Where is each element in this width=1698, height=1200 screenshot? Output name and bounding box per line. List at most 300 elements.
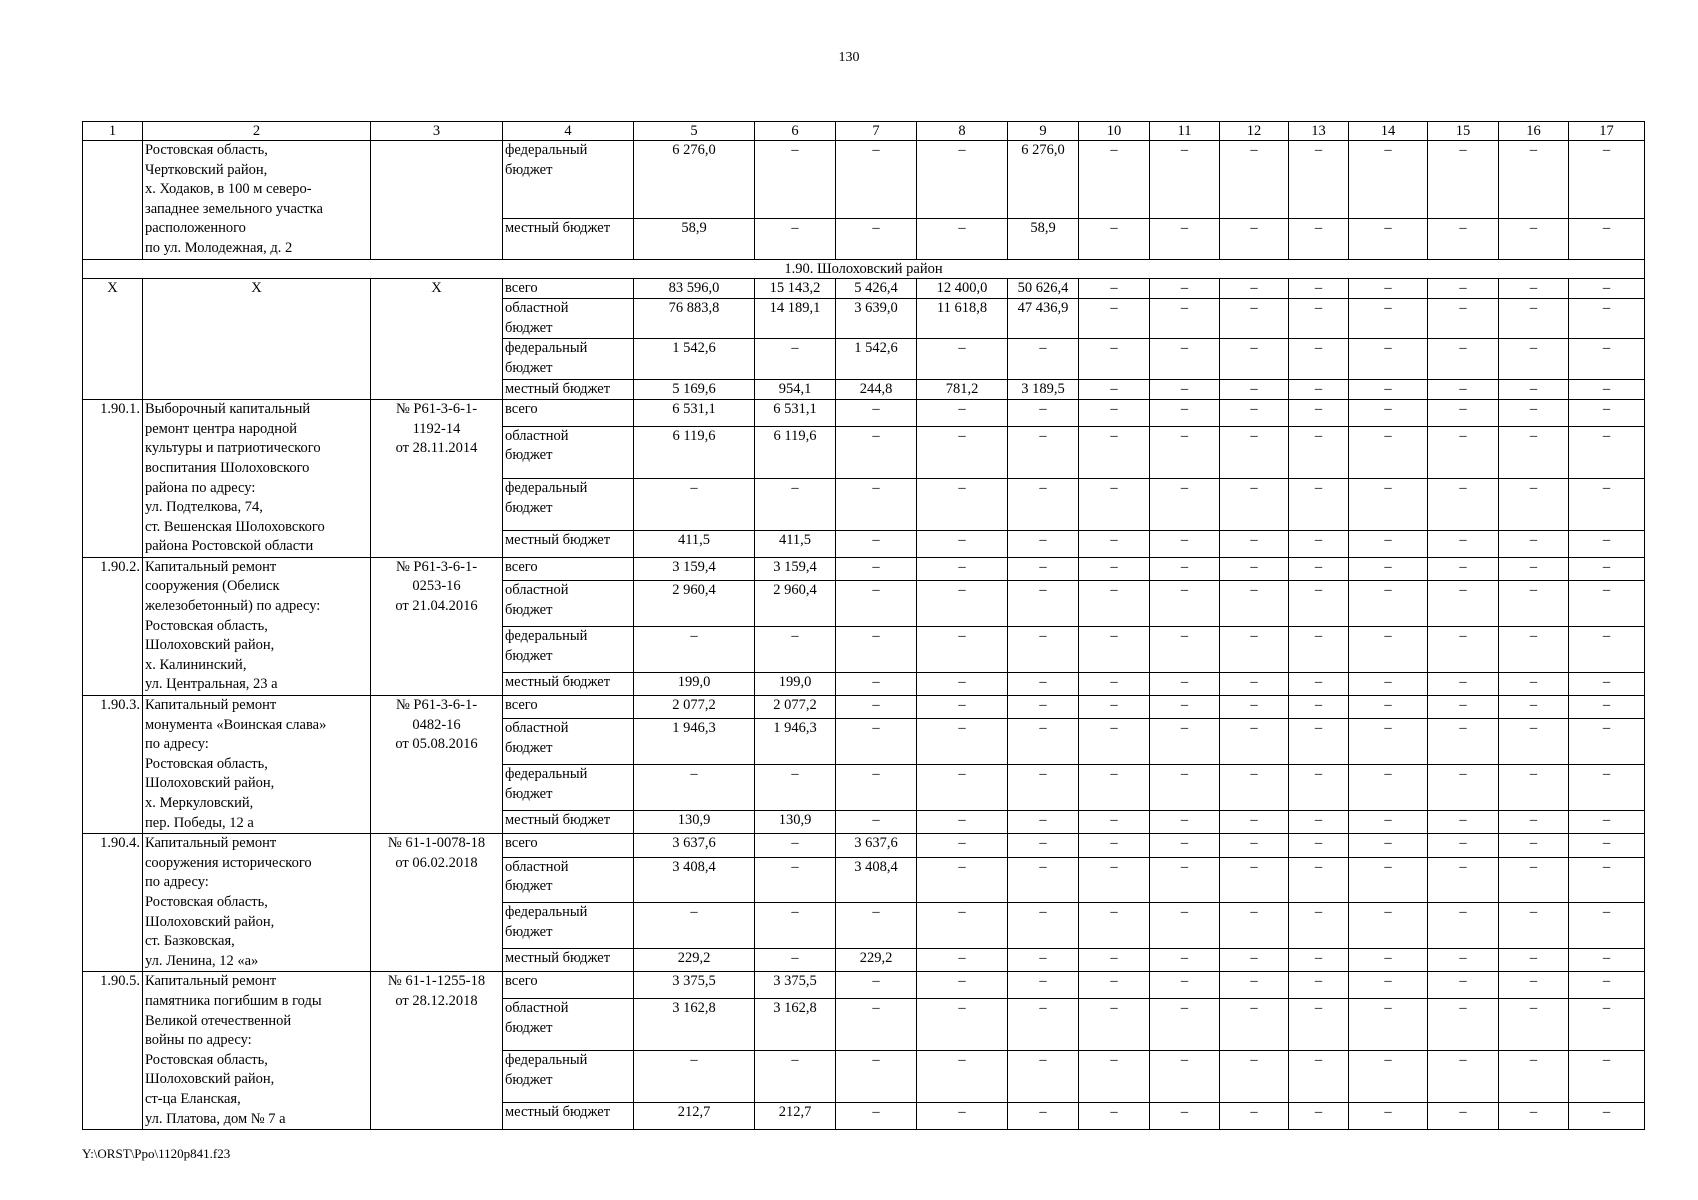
- column-number-cell: 14: [1349, 122, 1428, 141]
- empty-value-cell: –: [836, 903, 917, 949]
- empty-value-cell: –: [1008, 972, 1079, 999]
- funding-source-cell: всего: [503, 278, 634, 299]
- amount-cell: 130,9: [634, 810, 755, 833]
- empty-value-cell: –: [1569, 626, 1645, 672]
- amount-cell: 3 639,0: [836, 299, 917, 339]
- empty-value-cell: –: [1008, 719, 1079, 765]
- empty-value-cell: –: [755, 1051, 836, 1103]
- empty-value-cell: –: [1079, 626, 1150, 672]
- amount-cell: 6 119,6: [634, 426, 755, 478]
- empty-value-cell: –: [1428, 626, 1499, 672]
- funding-source-cell: местный бюджет: [503, 219, 634, 259]
- table-row: [83, 400, 1645, 427]
- empty-value-cell: –: [1079, 696, 1150, 719]
- empty-value-cell: –: [917, 1103, 1008, 1130]
- funding-source-cell: областной бюджет: [503, 299, 634, 339]
- empty-value-cell: –: [1289, 219, 1349, 259]
- empty-value-cell: –: [1349, 696, 1428, 719]
- amount-cell: 6 531,1: [755, 400, 836, 427]
- object-name-cell: Капитальный ремонт сооружения исторического по адресу: Ростовская область, Шолоховский район, ст. Базковская, ул. Ленина, 12 «а»: [143, 834, 371, 972]
- empty-value-cell: –: [836, 626, 917, 672]
- empty-value-cell: –: [1569, 141, 1645, 219]
- amount-cell: 3 159,4: [634, 557, 755, 580]
- empty-value-cell: –: [1220, 834, 1289, 857]
- empty-value-cell: –: [1289, 478, 1349, 530]
- amount-cell: 2 960,4: [634, 581, 755, 627]
- empty-value-cell: –: [1008, 834, 1079, 857]
- empty-value-cell: –: [1289, 339, 1349, 379]
- empty-value-cell: –: [1220, 999, 1289, 1051]
- empty-value-cell: –: [1079, 719, 1150, 765]
- empty-value-cell: –: [1499, 400, 1569, 427]
- amount-cell: 199,0: [755, 672, 836, 695]
- empty-value-cell: –: [1499, 426, 1569, 478]
- empty-value-cell: –: [1499, 278, 1569, 299]
- object-name-cell: Капитальный ремонт памятника погибшим в годы Великой отечественной войны по адресу: Ростовская область, Шолоховский район, ст-ца Еланская, ул. Платова, дом № 7 а: [143, 972, 371, 1130]
- amount-cell: 3 159,4: [755, 557, 836, 580]
- empty-value-cell: –: [1079, 999, 1150, 1051]
- empty-value-cell: –: [1008, 581, 1079, 627]
- funding-source-cell: всего: [503, 400, 634, 427]
- empty-value-cell: –: [634, 1051, 755, 1103]
- amount-cell: 76 883,8: [634, 299, 755, 339]
- column-number-cell: 13: [1289, 122, 1349, 141]
- amount-cell: 3 408,4: [634, 857, 755, 903]
- empty-value-cell: –: [1428, 531, 1499, 558]
- amount-cell: 3 637,6: [634, 834, 755, 857]
- amount-cell: 130,9: [755, 810, 836, 833]
- empty-value-cell: –: [836, 1051, 917, 1103]
- empty-value-cell: –: [1289, 581, 1349, 627]
- amount-cell: 12 400,0: [917, 278, 1008, 299]
- column-number-cell: 8: [917, 122, 1008, 141]
- empty-value-cell: –: [1499, 299, 1569, 339]
- funding-source-cell: федеральный бюджет: [503, 141, 634, 219]
- empty-value-cell: –: [1428, 557, 1499, 580]
- empty-value-cell: –: [1008, 557, 1079, 580]
- table-row: [83, 972, 1645, 999]
- empty-value-cell: –: [1428, 834, 1499, 857]
- empty-value-cell: –: [1499, 972, 1569, 999]
- empty-value-cell: –: [1499, 478, 1569, 530]
- empty-value-cell: –: [1220, 379, 1289, 400]
- empty-value-cell: –: [1499, 219, 1569, 259]
- funding-source-cell: областной бюджет: [503, 581, 634, 627]
- empty-value-cell: –: [1428, 903, 1499, 949]
- empty-value-cell: –: [1220, 903, 1289, 949]
- empty-value-cell: –: [1150, 810, 1220, 833]
- column-number-cell: 7: [836, 122, 917, 141]
- empty-value-cell: –: [1289, 857, 1349, 903]
- empty-value-cell: –: [1349, 948, 1428, 971]
- empty-value-cell: –: [1150, 141, 1220, 219]
- empty-value-cell: –: [1569, 299, 1645, 339]
- empty-value-cell: –: [836, 400, 917, 427]
- empty-value-cell: –: [1428, 719, 1499, 765]
- document-cell: № Р61-3-6-1- 1192-14 от 28.11.2014: [371, 400, 503, 558]
- amount-cell: 6 276,0: [1008, 141, 1079, 219]
- empty-value-cell: –: [1349, 765, 1428, 811]
- empty-value-cell: –: [1349, 719, 1428, 765]
- empty-value-cell: –: [1079, 581, 1150, 627]
- empty-value-cell: –: [1349, 1103, 1428, 1130]
- empty-value-cell: –: [1079, 379, 1150, 400]
- empty-value-cell: –: [1150, 557, 1220, 580]
- empty-value-cell: –: [1008, 765, 1079, 811]
- empty-value-cell: –: [1079, 834, 1150, 857]
- empty-value-cell: –: [1569, 1051, 1645, 1103]
- empty-value-cell: –: [1499, 581, 1569, 627]
- empty-value-cell: –: [1289, 834, 1349, 857]
- empty-value-cell: –: [1569, 531, 1645, 558]
- empty-value-cell: –: [1289, 557, 1349, 580]
- empty-value-cell: –: [634, 903, 755, 949]
- empty-value-cell: –: [1428, 972, 1499, 999]
- empty-value-cell: –: [1079, 531, 1150, 558]
- empty-value-cell: –: [1079, 339, 1150, 379]
- empty-value-cell: –: [836, 719, 917, 765]
- empty-value-cell: –: [1220, 972, 1289, 999]
- column-number-cell: 15: [1428, 122, 1499, 141]
- empty-value-cell: –: [755, 626, 836, 672]
- empty-value-cell: –: [1289, 1103, 1349, 1130]
- funding-source-cell: областной бюджет: [503, 999, 634, 1051]
- empty-value-cell: –: [1008, 903, 1079, 949]
- empty-value-cell: –: [1220, 478, 1289, 530]
- empty-value-cell: –: [1428, 478, 1499, 530]
- item-number-cell: 1.90.3.: [83, 696, 143, 834]
- empty-value-cell: –: [1220, 219, 1289, 259]
- empty-value-cell: –: [1150, 672, 1220, 695]
- object-name-cell: Х: [143, 278, 371, 400]
- empty-value-cell: –: [1150, 478, 1220, 530]
- empty-value-cell: –: [1569, 719, 1645, 765]
- empty-value-cell: –: [1150, 379, 1220, 400]
- column-number-cell: 5: [634, 122, 755, 141]
- empty-value-cell: –: [755, 903, 836, 949]
- empty-value-cell: –: [917, 999, 1008, 1051]
- empty-value-cell: –: [1220, 581, 1289, 627]
- amount-cell: 954,1: [755, 379, 836, 400]
- empty-value-cell: –: [634, 478, 755, 530]
- empty-value-cell: –: [1569, 278, 1645, 299]
- empty-value-cell: –: [1499, 339, 1569, 379]
- empty-value-cell: –: [1079, 400, 1150, 427]
- empty-value-cell: –: [1150, 581, 1220, 627]
- file-path-footer: Y:\ORST\Ppo\1120p841.f23: [82, 1146, 231, 1161]
- amount-cell: 1 542,6: [634, 339, 755, 379]
- empty-value-cell: –: [917, 1051, 1008, 1103]
- empty-value-cell: –: [1428, 1051, 1499, 1103]
- empty-value-cell: –: [1428, 696, 1499, 719]
- empty-value-cell: –: [1428, 379, 1499, 400]
- empty-value-cell: –: [1150, 219, 1220, 259]
- empty-value-cell: –: [1428, 948, 1499, 971]
- empty-value-cell: –: [1499, 1103, 1569, 1130]
- funding-source-cell: областной бюджет: [503, 426, 634, 478]
- empty-value-cell: –: [1569, 672, 1645, 695]
- funding-source-cell: всего: [503, 834, 634, 857]
- empty-value-cell: –: [836, 696, 917, 719]
- empty-value-cell: –: [917, 719, 1008, 765]
- empty-value-cell: –: [1220, 299, 1289, 339]
- empty-value-cell: –: [1428, 672, 1499, 695]
- empty-value-cell: –: [1349, 379, 1428, 400]
- funding-source-cell: федеральный бюджет: [503, 478, 634, 530]
- amount-cell: 781,2: [917, 379, 1008, 400]
- funding-source-cell: федеральный бюджет: [503, 1051, 634, 1103]
- empty-value-cell: –: [1008, 400, 1079, 427]
- funding-source-cell: федеральный бюджет: [503, 903, 634, 949]
- empty-value-cell: –: [1150, 948, 1220, 971]
- empty-value-cell: –: [1569, 810, 1645, 833]
- amount-cell: 58,9: [634, 219, 755, 259]
- amount-cell: 2 960,4: [755, 581, 836, 627]
- empty-value-cell: –: [755, 765, 836, 811]
- empty-value-cell: –: [1428, 765, 1499, 811]
- empty-value-cell: –: [1349, 1051, 1428, 1103]
- empty-value-cell: –: [755, 948, 836, 971]
- empty-value-cell: –: [1428, 426, 1499, 478]
- empty-value-cell: –: [917, 581, 1008, 627]
- document-cell: [371, 141, 503, 260]
- empty-value-cell: –: [1569, 219, 1645, 259]
- empty-value-cell: –: [1220, 1103, 1289, 1130]
- funding-source-cell: федеральный бюджет: [503, 339, 634, 379]
- item-number-cell: 1.90.1.: [83, 400, 143, 558]
- column-number-cell: 2: [143, 122, 371, 141]
- document-cell: № Р61-3-6-1- 0253-16 от 21.04.2016: [371, 557, 503, 695]
- empty-value-cell: –: [1349, 426, 1428, 478]
- empty-value-cell: –: [1428, 810, 1499, 833]
- empty-value-cell: –: [1150, 696, 1220, 719]
- empty-value-cell: –: [1079, 426, 1150, 478]
- empty-value-cell: –: [917, 339, 1008, 379]
- amount-cell: 229,2: [634, 948, 755, 971]
- document-cell: № 61-1-0078-18 от 06.02.2018: [371, 834, 503, 972]
- empty-value-cell: –: [1150, 626, 1220, 672]
- amount-cell: 244,8: [836, 379, 917, 400]
- empty-value-cell: –: [1289, 379, 1349, 400]
- empty-value-cell: –: [1008, 810, 1079, 833]
- empty-value-cell: –: [917, 810, 1008, 833]
- empty-value-cell: –: [1289, 696, 1349, 719]
- table-row: [83, 278, 1645, 299]
- empty-value-cell: –: [1428, 299, 1499, 339]
- funding-source-cell: местный бюджет: [503, 810, 634, 833]
- empty-value-cell: –: [917, 903, 1008, 949]
- empty-value-cell: –: [1150, 531, 1220, 558]
- column-number-cell: 1: [83, 122, 143, 141]
- empty-value-cell: –: [1220, 672, 1289, 695]
- column-number-cell: 17: [1569, 122, 1645, 141]
- empty-value-cell: –: [1079, 299, 1150, 339]
- empty-value-cell: –: [1349, 972, 1428, 999]
- empty-value-cell: –: [1569, 478, 1645, 530]
- amount-cell: 229,2: [836, 948, 917, 971]
- amount-cell: 5 169,6: [634, 379, 755, 400]
- empty-value-cell: –: [1428, 400, 1499, 427]
- empty-value-cell: –: [755, 141, 836, 219]
- empty-value-cell: –: [1150, 278, 1220, 299]
- amount-cell: 212,7: [634, 1103, 755, 1130]
- amount-cell: 411,5: [755, 531, 836, 558]
- empty-value-cell: –: [1289, 719, 1349, 765]
- empty-value-cell: –: [917, 400, 1008, 427]
- empty-value-cell: –: [836, 810, 917, 833]
- empty-value-cell: –: [1079, 1051, 1150, 1103]
- empty-value-cell: –: [836, 581, 917, 627]
- empty-value-cell: –: [1220, 339, 1289, 379]
- empty-value-cell: –: [917, 857, 1008, 903]
- empty-value-cell: –: [836, 219, 917, 259]
- item-number-cell: 1.90.4.: [83, 834, 143, 972]
- empty-value-cell: –: [1289, 810, 1349, 833]
- empty-value-cell: –: [1569, 857, 1645, 903]
- table-header-row: [83, 122, 1645, 141]
- empty-value-cell: –: [1499, 810, 1569, 833]
- empty-value-cell: –: [1079, 478, 1150, 530]
- funding-source-cell: всего: [503, 972, 634, 999]
- empty-value-cell: –: [1008, 531, 1079, 558]
- section-title-row: [83, 259, 1645, 278]
- empty-value-cell: –: [1079, 903, 1150, 949]
- amount-cell: 14 189,1: [755, 299, 836, 339]
- empty-value-cell: –: [1349, 857, 1428, 903]
- empty-value-cell: –: [1289, 765, 1349, 811]
- empty-value-cell: –: [1220, 696, 1289, 719]
- empty-value-cell: –: [1569, 948, 1645, 971]
- amount-cell: 5 426,4: [836, 278, 917, 299]
- empty-value-cell: –: [1289, 1051, 1349, 1103]
- empty-value-cell: –: [1499, 948, 1569, 971]
- empty-value-cell: –: [1349, 903, 1428, 949]
- empty-value-cell: –: [1220, 626, 1289, 672]
- empty-value-cell: –: [1150, 903, 1220, 949]
- funding-source-cell: местный бюджет: [503, 948, 634, 971]
- empty-value-cell: –: [917, 219, 1008, 259]
- object-name-cell: Капитальный ремонт монумента «Воинская слава» по адресу: Ростовская область, Шолоховский район, х. Меркуловский, пер. Победы, 12 а: [143, 696, 371, 834]
- empty-value-cell: –: [1349, 581, 1428, 627]
- document-cell: № Р61-3-6-1- 0482-16 от 05.08.2016: [371, 696, 503, 834]
- empty-value-cell: –: [1150, 299, 1220, 339]
- budget-table: [82, 121, 1645, 1130]
- empty-value-cell: –: [1220, 557, 1289, 580]
- amount-cell: 3 189,5: [1008, 379, 1079, 400]
- funding-source-cell: всего: [503, 557, 634, 580]
- empty-value-cell: –: [1349, 299, 1428, 339]
- amount-cell: 3 375,5: [755, 972, 836, 999]
- funding-source-cell: местный бюджет: [503, 379, 634, 400]
- empty-value-cell: –: [1569, 581, 1645, 627]
- empty-value-cell: –: [1289, 400, 1349, 427]
- column-number-cell: 6: [755, 122, 836, 141]
- empty-value-cell: –: [1008, 1051, 1079, 1103]
- empty-value-cell: –: [1079, 1103, 1150, 1130]
- empty-value-cell: –: [1220, 278, 1289, 299]
- empty-value-cell: –: [755, 857, 836, 903]
- empty-value-cell: –: [1499, 999, 1569, 1051]
- item-number-cell: Х: [83, 278, 143, 400]
- empty-value-cell: –: [1079, 765, 1150, 811]
- section-title: 1.90. Шолоховский район: [83, 259, 1645, 278]
- amount-cell: 6 119,6: [755, 426, 836, 478]
- empty-value-cell: –: [1008, 672, 1079, 695]
- empty-value-cell: –: [1349, 478, 1428, 530]
- empty-value-cell: –: [917, 834, 1008, 857]
- empty-value-cell: –: [755, 219, 836, 259]
- empty-value-cell: –: [755, 478, 836, 530]
- empty-value-cell: –: [917, 478, 1008, 530]
- document-cell: Х: [371, 278, 503, 400]
- empty-value-cell: –: [1150, 426, 1220, 478]
- empty-value-cell: –: [1220, 426, 1289, 478]
- empty-value-cell: –: [1499, 834, 1569, 857]
- empty-value-cell: –: [1499, 531, 1569, 558]
- empty-value-cell: –: [1289, 948, 1349, 971]
- empty-value-cell: –: [1349, 400, 1428, 427]
- empty-value-cell: –: [1349, 531, 1428, 558]
- table-body: [83, 122, 1645, 1130]
- empty-value-cell: –: [1569, 765, 1645, 811]
- funding-source-cell: местный бюджет: [503, 1103, 634, 1130]
- empty-value-cell: –: [634, 765, 755, 811]
- amount-cell: 1 946,3: [634, 719, 755, 765]
- empty-value-cell: –: [1150, 1103, 1220, 1130]
- empty-value-cell: –: [1008, 478, 1079, 530]
- empty-value-cell: –: [1499, 696, 1569, 719]
- empty-value-cell: –: [1150, 765, 1220, 811]
- empty-value-cell: –: [1569, 400, 1645, 427]
- empty-value-cell: –: [1008, 696, 1079, 719]
- empty-value-cell: –: [1289, 672, 1349, 695]
- empty-value-cell: –: [1220, 857, 1289, 903]
- funding-source-cell: местный бюджет: [503, 531, 634, 558]
- funding-source-cell: областной бюджет: [503, 719, 634, 765]
- empty-value-cell: –: [1569, 557, 1645, 580]
- amount-cell: 1 946,3: [755, 719, 836, 765]
- empty-value-cell: –: [1008, 339, 1079, 379]
- column-number-cell: 9: [1008, 122, 1079, 141]
- amount-cell: 3 162,8: [634, 999, 755, 1051]
- empty-value-cell: –: [1569, 834, 1645, 857]
- empty-value-cell: –: [1079, 810, 1150, 833]
- empty-value-cell: –: [1499, 379, 1569, 400]
- column-number-cell: 12: [1220, 122, 1289, 141]
- empty-value-cell: –: [917, 672, 1008, 695]
- amount-cell: 50 626,4: [1008, 278, 1079, 299]
- empty-value-cell: –: [755, 339, 836, 379]
- empty-value-cell: –: [1499, 765, 1569, 811]
- funding-source-cell: федеральный бюджет: [503, 626, 634, 672]
- empty-value-cell: –: [836, 426, 917, 478]
- empty-value-cell: –: [1569, 339, 1645, 379]
- column-number-cell: 11: [1150, 122, 1220, 141]
- empty-value-cell: –: [917, 141, 1008, 219]
- amount-cell: 47 436,9: [1008, 299, 1079, 339]
- empty-value-cell: –: [634, 626, 755, 672]
- empty-value-cell: –: [1220, 531, 1289, 558]
- empty-value-cell: –: [1349, 672, 1428, 695]
- empty-value-cell: –: [1079, 557, 1150, 580]
- empty-value-cell: –: [917, 626, 1008, 672]
- empty-value-cell: –: [1220, 1051, 1289, 1103]
- empty-value-cell: –: [1569, 696, 1645, 719]
- empty-value-cell: –: [1349, 219, 1428, 259]
- empty-value-cell: –: [1008, 426, 1079, 478]
- amount-cell: 15 143,2: [755, 278, 836, 299]
- amount-cell: 6 276,0: [634, 141, 755, 219]
